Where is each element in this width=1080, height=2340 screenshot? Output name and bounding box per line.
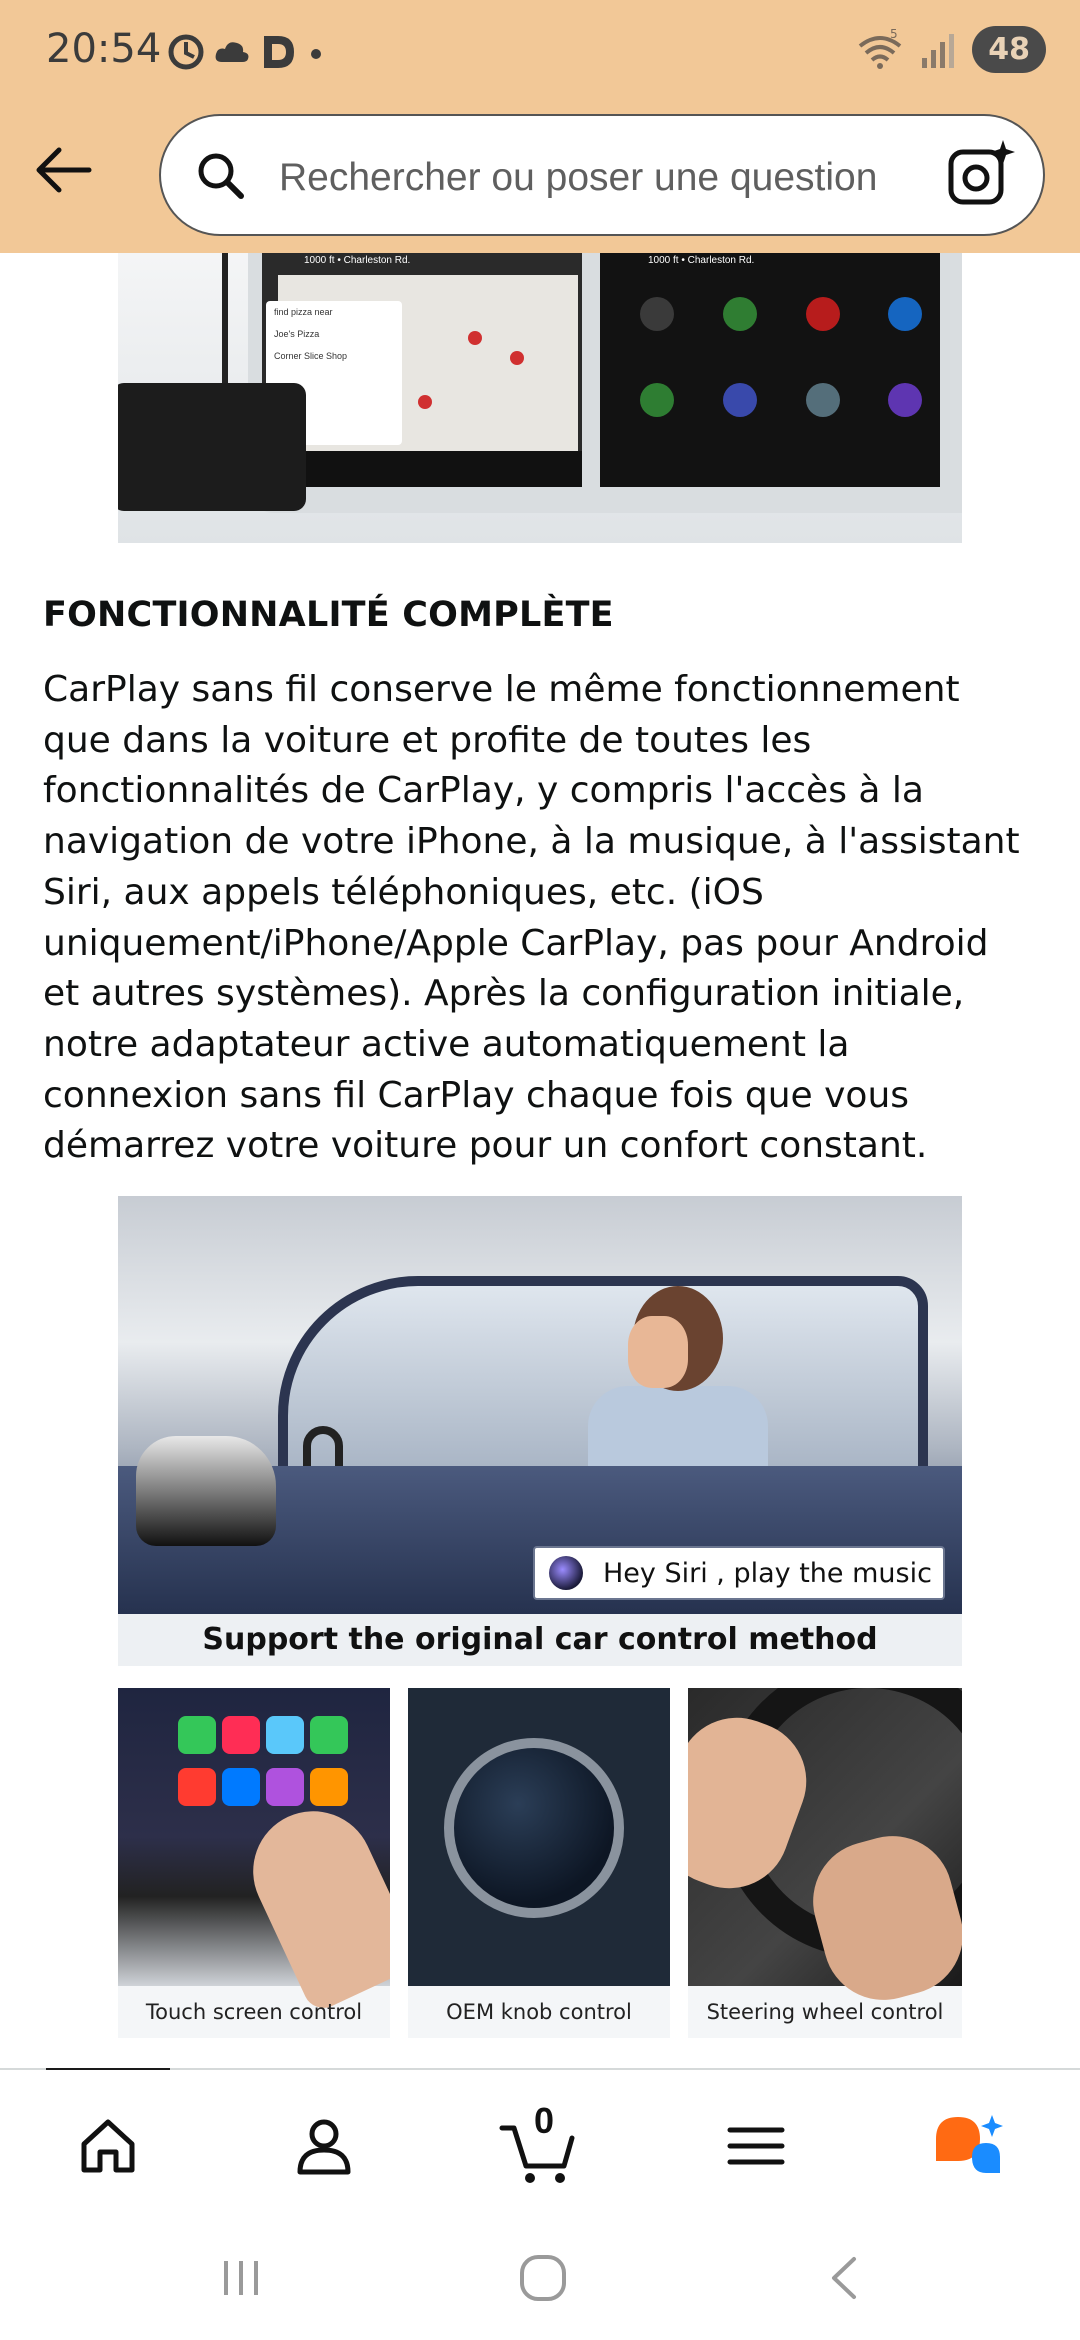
caption-touch-screen: Touch screen control (145, 2000, 363, 2024)
app-icon (723, 383, 757, 417)
menu-icon (724, 2114, 788, 2178)
side-mirror (136, 1436, 276, 1546)
map-route-label: 1000 ft • Charleston Rd. (648, 255, 755, 266)
description-line: que dans la voiture et profite de toutes les (43, 719, 812, 761)
product-image-headunit[interactable] (118, 253, 962, 543)
description-line: et autres systèmes). Après la configuration initiale, (43, 973, 965, 1015)
arrow-left-icon (33, 145, 93, 195)
steering-wheel-photo (688, 1688, 962, 1986)
app-icon (888, 297, 922, 331)
description-line: démarrez votre voiture pour un confort constant. (43, 1125, 928, 1167)
app-icon (723, 297, 757, 331)
cloud-icon (212, 32, 252, 72)
cart-count: 0 (533, 2100, 555, 2141)
network-badge: 5 (890, 27, 898, 41)
driver-face (628, 1316, 688, 1388)
app-icon (806, 297, 840, 331)
app-header (0, 0, 1080, 253)
description-line: CarPlay sans fil conserve le même fonctionnement (43, 669, 960, 710)
map-route-label: 1000 ft • Charleston Rd. (304, 255, 411, 266)
system-back-button[interactable] (810, 2248, 880, 2308)
popup-title: find pizza near (274, 307, 333, 317)
app-d-icon (258, 32, 298, 72)
headunit-bottom-bar (262, 451, 582, 487)
account-icon (292, 2114, 356, 2178)
signal-icon (918, 28, 958, 72)
back-button[interactable] (28, 140, 98, 200)
support-banner: Support the original car control method (118, 1614, 962, 1666)
battery-indicator: 48 (972, 26, 1046, 73)
description-line: navigation de votre iPhone, à la musique, à l'assistant (43, 821, 1020, 863)
popup-item: Joe's Pizza (274, 329, 320, 339)
carplay-adapter (118, 383, 306, 511)
touch-screen-panel (118, 1688, 390, 2038)
nav-cart[interactable] (498, 2100, 578, 2186)
map-pin (510, 351, 524, 365)
oem-knob-panel (408, 1688, 670, 2038)
bottom-nav (0, 2070, 1080, 2210)
adapter-cable (222, 253, 228, 385)
status-bar (0, 0, 1080, 100)
product-description-text (43, 665, 1053, 1172)
recents-icon (216, 2253, 266, 2303)
description-line: fonctionnalités de CarPlay, y compris l'accès à la (43, 770, 924, 812)
sync-icon (166, 32, 206, 72)
home-icon (76, 2114, 140, 2178)
product-image-controls[interactable] (118, 1196, 962, 2041)
touch-screen-photo (118, 1688, 390, 1986)
popup-item: Corner Slice Shop (274, 351, 348, 361)
description-line: Siri, aux appels téléphoniques, etc. (iOS (43, 871, 764, 913)
search-icon (191, 146, 251, 206)
section-heading: FONCTIONNALITÉ COMPLÈTE (43, 595, 614, 635)
search-input[interactable]: Rechercher ou poser une question (279, 156, 878, 199)
app-icon (806, 383, 840, 417)
status-time: 20:54 (46, 26, 162, 72)
nav-rufus[interactable] (932, 2106, 1012, 2186)
status-notification-icons (166, 30, 328, 74)
nav-menu[interactable] (716, 2106, 796, 2186)
home-button[interactable] (508, 2248, 578, 2308)
app-icon (640, 297, 674, 331)
siri-bubble (533, 1546, 945, 1600)
siri-icon (549, 1556, 583, 1590)
description-line: connexion sans fil CarPlay chaque fois que vous (43, 1074, 910, 1116)
dot-icon (304, 32, 328, 72)
caption-oem-knob: OEM knob control (446, 2000, 632, 2024)
recents-button[interactable] (206, 2248, 276, 2308)
caption-steering-wheel: Steering wheel control (706, 2000, 944, 2024)
car-scene (118, 1196, 962, 1614)
description-line: uniquement/iPhone/Apple CarPlay, pas pour Android (43, 922, 989, 964)
rufus-icon (932, 2111, 1012, 2181)
home-circle-icon (516, 2251, 570, 2305)
chevron-left-icon (820, 2253, 870, 2303)
camera-search-icon[interactable] (945, 138, 1017, 210)
app-icon (888, 383, 922, 417)
oem-knob-photo (408, 1688, 670, 1986)
steering-wheel-panel (688, 1688, 962, 2038)
description-line: notre adaptateur active automatiquement la (43, 1023, 850, 1065)
map-pin (418, 395, 432, 409)
siri-text: Hey Siri , play the music (603, 1557, 932, 1589)
headunit-screen-apps (600, 253, 940, 487)
nav-account[interactable] (284, 2106, 364, 2186)
system-navigation (0, 2210, 1080, 2340)
app-icon (640, 383, 674, 417)
wifi-icon (856, 28, 904, 72)
status-right (856, 26, 1046, 73)
map-pin (468, 331, 482, 345)
search-bar[interactable] (159, 114, 1045, 236)
nav-home[interactable] (68, 2106, 148, 2186)
